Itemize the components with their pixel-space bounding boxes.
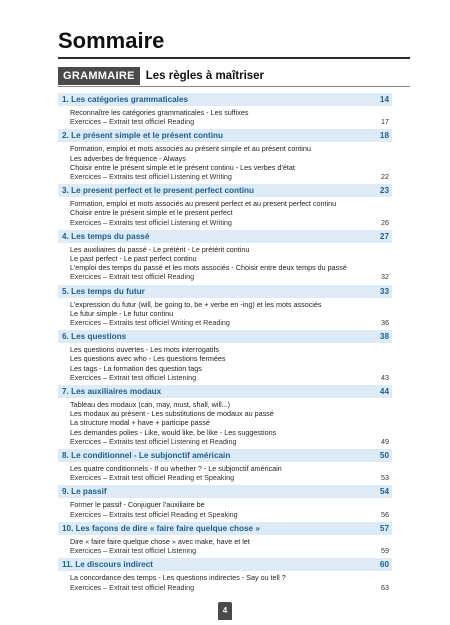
toc-chapter <box>58 449 392 482</box>
toc-chapter <box>58 558 392 591</box>
chapter-topics <box>58 462 392 482</box>
topic-line: Les auxiliaires du passé - Le prétérit - Le prétérit continu <box>70 244 250 254</box>
exercise-line <box>70 117 392 126</box>
exercise-label: Exercices – Extrait test officiel Reading et Speaking <box>70 473 235 483</box>
exercise-line <box>70 510 392 519</box>
chapter-page-number: 44 <box>379 387 389 397</box>
topic-line: La concordance des temps - Les questions indirectes - Say ou tell ? <box>70 573 286 583</box>
chapter-title: 4. Les temps du passé <box>62 231 150 241</box>
chapter-page-number: 33 <box>379 286 389 296</box>
chapter-heading[interactable] <box>58 129 392 142</box>
exercise-page-number: 26 <box>381 217 389 227</box>
exercise-label: Exercices – Extraits test officiel Listening et Reading <box>70 436 237 446</box>
chapter-topics <box>58 106 392 126</box>
chapter-topics <box>58 535 392 555</box>
toc-chapter <box>58 230 392 282</box>
chapter-topics <box>58 142 392 181</box>
chapter-heading[interactable] <box>58 184 392 197</box>
chapter-page-number: 14 <box>379 95 389 104</box>
toc-chapter <box>58 285 392 328</box>
chapter-topics <box>58 197 392 227</box>
chapter-heading[interactable] <box>58 522 392 535</box>
exercise-page-number: 49 <box>381 436 389 446</box>
chapter-topics <box>58 298 392 328</box>
topic-line: Le past perfect - Le past perfect continu <box>70 254 197 264</box>
exercise-page-number: 53 <box>381 473 389 483</box>
chapter-heading[interactable] <box>58 230 392 243</box>
toc-chapter <box>58 385 392 446</box>
topic-line: Choisir entre le présent simple et le présent continu - Les verbes d’état <box>70 162 295 172</box>
chapter-heading[interactable] <box>58 93 392 106</box>
exercise-line <box>70 318 392 327</box>
chapter-heading[interactable] <box>58 558 392 571</box>
exercise-label: Exercices – Extrait test officiel Listening <box>70 546 197 556</box>
chapter-title: 6. Les questions <box>62 332 127 342</box>
exercise-line <box>70 373 392 382</box>
exercise-page-number: 63 <box>381 582 389 592</box>
page-title: Sommaire <box>58 28 165 53</box>
chapter-title: 1. Les catégories grammaticales <box>62 95 189 104</box>
table-of-contents <box>58 93 392 595</box>
topic-line: Formation, emploi et mots associés au present perfect et au present perfect continu <box>70 199 337 209</box>
topic-line: Formation, emploi et mots associés au présent simple et au présent continu <box>70 144 311 154</box>
exercise-line <box>70 437 392 446</box>
page-number: 4 <box>218 602 232 620</box>
topic-line: Les modaux au présent - Les substitutions de modaux au passé <box>70 409 274 419</box>
chapter-topics <box>58 498 392 518</box>
toc-chapter <box>58 522 392 555</box>
exercise-page-number: 22 <box>381 172 389 182</box>
exercise-page-number: 56 <box>381 509 389 519</box>
topic-line: Reconnaître les catégories grammaticales - Les suffixes <box>70 108 249 117</box>
topic-line: Les questions avec who - Les questions fermées <box>70 354 226 364</box>
chapter-page-number: 54 <box>379 487 389 497</box>
chapter-topics <box>58 571 392 591</box>
topic-line: Les quatre conditionnels - If ou whether ? - Le subjonctif américain <box>70 464 282 474</box>
exercise-page-number: 17 <box>381 117 389 127</box>
chapter-heading[interactable] <box>58 330 392 343</box>
chapter-page-number: 18 <box>379 131 389 141</box>
chapter-title: 2. Le présent simple et le présent continu <box>62 131 224 141</box>
exercise-page-number: 36 <box>381 318 389 328</box>
exercise-line <box>70 583 392 592</box>
chapter-heading[interactable] <box>58 285 392 298</box>
chapter-page-number: 60 <box>379 560 389 570</box>
topic-line: Tableau des modaux (can, may, must, shall, will...) <box>70 400 231 410</box>
section-title: Les règles à maîtriser <box>145 70 265 82</box>
chapter-title: 9. Le passif <box>62 487 107 497</box>
toc-chapter <box>58 129 392 181</box>
section-header <box>58 67 264 85</box>
chapter-title: 3. Le present perfect et le present perfect continu <box>62 186 255 196</box>
exercise-page-number: 32 <box>381 272 389 282</box>
chapter-page-number: 50 <box>379 451 389 461</box>
topic-line: Dire « faire faire quelque chose » avec make, have et let <box>70 536 250 546</box>
exercise-label: Exercices – Extrait test officiel Reading <box>70 272 195 282</box>
exercise-label: Exercices – Extrait test officiel Listening <box>70 372 197 382</box>
topic-line: Former le passif - Conjuguer l’auxiliaire be <box>70 500 205 510</box>
topic-line: L’expression du futur (will, be going to, be + verbe en -ing) et les mots associés <box>70 299 322 309</box>
exercise-label: Exercices – Extrait test officiel Reading <box>70 582 195 592</box>
chapter-title: 5. Les temps du futur <box>62 286 145 296</box>
exercise-line <box>70 272 392 281</box>
chapter-topics <box>58 243 392 282</box>
chapter-page-number: 57 <box>379 523 389 533</box>
toc-chapter <box>58 93 392 126</box>
title-divider <box>58 57 410 59</box>
section-divider <box>58 86 410 87</box>
topic-line: Le futur simple - Le futur continu <box>70 308 174 318</box>
exercise-label: Exercices – Extraits test officiel Listening et Writing <box>70 172 232 182</box>
toc-chapter <box>58 485 392 518</box>
chapter-heading[interactable] <box>58 485 392 498</box>
topic-line: L’emploi des temps du passé et les mots associés - Choisir entre deux temps du passé <box>70 263 347 273</box>
topic-line: La structure modal + have + participe passé <box>70 418 210 428</box>
exercise-line <box>70 172 392 181</box>
topic-line: Les demandes polies - Like, would like, be like - Les suggestions <box>70 427 277 437</box>
chapter-title: 7. Les auxiliaires modaux <box>62 387 162 397</box>
exercise-label: Exercices – Extraits test officiel Reading et Speaking <box>70 509 238 519</box>
exercise-line <box>70 218 392 227</box>
chapter-page-number: 23 <box>379 186 389 196</box>
chapter-topics <box>58 343 392 382</box>
section-tag: GRAMMAIRE <box>58 67 140 85</box>
exercise-line <box>70 473 392 482</box>
exercise-label: Exercices – Extraits test officiel Writing et Reading <box>70 318 230 328</box>
chapter-page-number: 38 <box>379 332 389 342</box>
chapter-title: 10. Les façons de dire « faire faire quelque chose » <box>62 523 260 533</box>
topic-line: Les tags - La formation des question tags <box>70 363 202 373</box>
chapter-page-number: 27 <box>379 231 389 241</box>
chapter-topics <box>58 398 392 446</box>
exercise-label: Exercices – Extrait test officiel Reading <box>70 117 195 127</box>
chapter-heading[interactable] <box>58 385 392 398</box>
exercise-label: Exercices – Extraits test officiel Listening et Writing <box>70 217 232 227</box>
chapter-title: 11. Le discours indirect <box>62 560 154 570</box>
topic-line: Choisir entre le présent simple et le present perfect <box>70 208 233 218</box>
chapter-heading[interactable] <box>58 449 392 462</box>
toc-chapter <box>58 184 392 227</box>
topic-line: Les adverbes de fréquence - Always <box>70 153 186 163</box>
chapter-title: 8. Le conditionnel - Le subjonctif américain <box>62 451 231 461</box>
topic-line: Les questions ouvertes - Les mots interrogatifs <box>70 345 220 355</box>
toc-chapter <box>58 330 392 382</box>
exercise-line <box>70 546 392 555</box>
exercise-page-number: 43 <box>381 372 389 382</box>
exercise-page-number: 59 <box>381 546 389 556</box>
